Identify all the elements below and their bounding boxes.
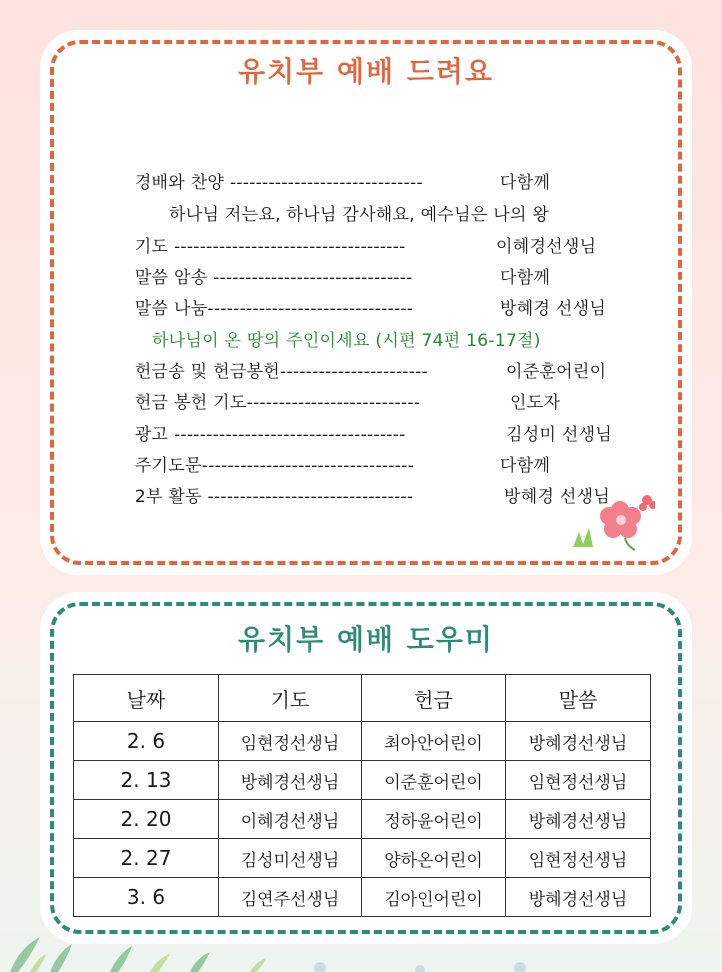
order-of-worship-card xyxy=(40,30,692,575)
order-item-text: 하나님 저는요, 하나님 감사해요, 예수님은 나의 왕 xyxy=(134,205,550,225)
prayer-cell: 방혜경선생님 xyxy=(219,761,362,800)
prayer-cell: 임현정선생님 xyxy=(219,722,362,761)
helpers-card xyxy=(40,592,692,944)
date-cell: 2. 13 xyxy=(74,761,219,800)
order-item-text: 주기도문--------------------------------- xyxy=(134,456,420,476)
offering-cell: 이준훈어린이 xyxy=(362,761,506,800)
prayer-cell: 김연주선생님 xyxy=(219,878,362,917)
helpers-table xyxy=(73,674,651,917)
order-item-text: 하나님이 온 땅의 주인이세요 (시편 74편 16-17절) xyxy=(134,331,541,351)
order-item-person: 다함께 xyxy=(500,456,551,476)
offering-cell: 최아안어린이 xyxy=(362,722,506,761)
order-item-person: 다함께 xyxy=(500,268,551,288)
date-cell: 2. 6 xyxy=(74,722,219,761)
order-item-text: 헌금송 및 헌금봉헌----------------------- xyxy=(134,362,434,382)
order-item-text: 경배와 찬양 ------------------------------ xyxy=(134,173,429,193)
order-item-text: 2부 활동 -------------------------------- xyxy=(134,487,420,507)
order-title: 유치부 예배 드려요 xyxy=(238,55,494,88)
column-header: 기도 xyxy=(219,675,362,722)
order-item-text: 말씀 암송 ------------------------------- xyxy=(134,268,419,288)
table-row xyxy=(74,800,651,839)
prayer-cell: 김성미선생님 xyxy=(219,839,362,878)
date-cell: 2. 20 xyxy=(74,800,219,839)
order-item-person: 다함께 xyxy=(500,173,551,193)
offering-cell: 김아인어린이 xyxy=(362,878,506,917)
flower-icon xyxy=(565,492,655,552)
table-row xyxy=(74,722,651,761)
order-item-person: 방혜경 선생님 xyxy=(504,487,611,507)
leaves-decoration xyxy=(0,932,722,972)
helpers-title: 유치부 예배 도우미 xyxy=(238,623,494,656)
date-cell: 2. 27 xyxy=(74,839,219,878)
table-row xyxy=(74,878,651,917)
date-cell: 3. 6 xyxy=(74,878,219,917)
order-item-text: 광고 ------------------------------------ xyxy=(134,425,412,445)
offering-cell: 정하윤어린이 xyxy=(362,800,506,839)
sermon-cell: 방혜경선생님 xyxy=(506,800,651,839)
table-row xyxy=(74,761,651,800)
order-item-text: 헌금 봉헌 기도--------------------------- xyxy=(134,393,426,413)
sermon-cell: 방혜경선생님 xyxy=(506,722,651,761)
order-item-text: 기도 ------------------------------------ xyxy=(134,237,412,257)
table-header-row xyxy=(74,675,651,722)
table-row xyxy=(74,839,651,878)
order-item-text: 말씀 나눔-------------------------------- xyxy=(134,299,420,319)
column-header: 말씀 xyxy=(506,675,651,722)
column-header: 헌금 xyxy=(362,675,506,722)
order-item-person: 이혜경선생님 xyxy=(496,237,597,257)
prayer-cell: 이혜경선생님 xyxy=(219,800,362,839)
order-item-person: 이준훈어린이 xyxy=(506,362,607,382)
sermon-cell: 임현정선생님 xyxy=(506,839,651,878)
order-item-person: 인도자 xyxy=(510,393,561,413)
sermon-cell: 임현정선생님 xyxy=(506,761,651,800)
order-item-person: 김성미 선생님 xyxy=(506,425,613,445)
order-item-person: 방혜경 선생님 xyxy=(500,299,607,319)
offering-cell: 양하온어린이 xyxy=(362,839,506,878)
column-header: 날짜 xyxy=(74,675,219,722)
sermon-cell: 방혜경선생님 xyxy=(506,878,651,917)
